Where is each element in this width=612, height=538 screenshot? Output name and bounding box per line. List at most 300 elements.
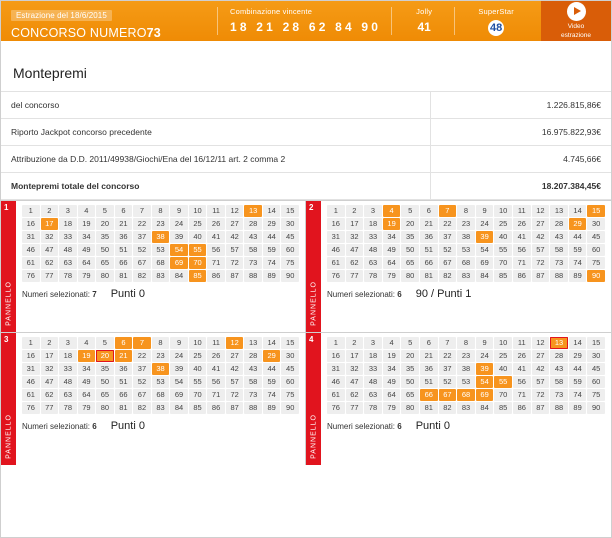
number-cell[interactable]: 75 bbox=[587, 389, 605, 401]
number-cell[interactable]: 81 bbox=[115, 402, 133, 414]
number-cell[interactable]: 60 bbox=[281, 376, 299, 388]
number-cell[interactable]: 51 bbox=[420, 376, 438, 388]
number-cell[interactable]: 82 bbox=[439, 270, 457, 282]
number-cell[interactable]: 35 bbox=[96, 231, 114, 243]
number-cell[interactable]: 11 bbox=[207, 205, 225, 217]
number-cell[interactable]: 73 bbox=[550, 257, 568, 269]
number-cell[interactable]: 69 bbox=[476, 389, 494, 401]
number-cell[interactable]: 86 bbox=[207, 402, 225, 414]
number-cell[interactable]: 21 bbox=[420, 350, 438, 362]
number-cell[interactable]: 50 bbox=[401, 244, 419, 256]
number-cell[interactable]: 33 bbox=[364, 231, 382, 243]
number-cell[interactable]: 38 bbox=[152, 231, 170, 243]
number-cell[interactable]: 5 bbox=[96, 205, 114, 217]
number-cell[interactable]: 42 bbox=[532, 363, 550, 375]
number-cell[interactable]: 89 bbox=[569, 402, 587, 414]
number-cell[interactable]: 74 bbox=[569, 389, 587, 401]
number-cell[interactable]: 40 bbox=[494, 231, 512, 243]
number-cell[interactable]: 87 bbox=[532, 270, 550, 282]
number-cell[interactable]: 22 bbox=[133, 218, 151, 230]
number-cell[interactable]: 24 bbox=[476, 218, 494, 230]
number-cell[interactable]: 5 bbox=[96, 337, 114, 349]
number-cell[interactable]: 25 bbox=[189, 350, 207, 362]
number-cell[interactable]: 88 bbox=[550, 270, 568, 282]
number-cell[interactable]: 58 bbox=[550, 244, 568, 256]
number-cell[interactable]: 4 bbox=[383, 205, 401, 217]
number-cell[interactable]: 72 bbox=[532, 257, 550, 269]
number-cell[interactable]: 32 bbox=[346, 363, 364, 375]
number-cell[interactable]: 23 bbox=[152, 350, 170, 362]
number-cell[interactable]: 13 bbox=[550, 205, 568, 217]
number-cell[interactable]: 29 bbox=[263, 218, 281, 230]
number-cell[interactable]: 12 bbox=[226, 205, 244, 217]
number-cell[interactable]: 39 bbox=[170, 363, 188, 375]
number-cell[interactable]: 31 bbox=[22, 363, 40, 375]
number-cell[interactable]: 17 bbox=[41, 218, 59, 230]
number-cell[interactable]: 68 bbox=[457, 257, 475, 269]
number-cell[interactable]: 28 bbox=[550, 350, 568, 362]
number-cell[interactable]: 8 bbox=[152, 337, 170, 349]
number-cell[interactable]: 54 bbox=[476, 376, 494, 388]
number-cell[interactable]: 74 bbox=[263, 389, 281, 401]
number-cell[interactable]: 17 bbox=[346, 350, 364, 362]
number-cell[interactable]: 2 bbox=[41, 205, 59, 217]
number-cell[interactable]: 26 bbox=[207, 350, 225, 362]
number-cell[interactable]: 46 bbox=[22, 244, 40, 256]
number-cell[interactable]: 88 bbox=[244, 270, 262, 282]
number-cell[interactable]: 27 bbox=[226, 350, 244, 362]
number-cell[interactable]: 56 bbox=[207, 244, 225, 256]
number-cell[interactable]: 35 bbox=[96, 363, 114, 375]
number-cell[interactable]: 42 bbox=[532, 231, 550, 243]
number-cell[interactable]: 78 bbox=[59, 270, 77, 282]
number-cell[interactable]: 54 bbox=[476, 244, 494, 256]
number-cell[interactable]: 20 bbox=[401, 218, 419, 230]
number-cell[interactable]: 89 bbox=[263, 270, 281, 282]
number-cell[interactable]: 77 bbox=[41, 270, 59, 282]
number-cell[interactable]: 58 bbox=[244, 376, 262, 388]
number-cell[interactable]: 80 bbox=[401, 402, 419, 414]
number-cell[interactable]: 61 bbox=[22, 257, 40, 269]
number-cell[interactable]: 6 bbox=[115, 205, 133, 217]
number-cell[interactable]: 64 bbox=[383, 257, 401, 269]
number-cell[interactable]: 28 bbox=[244, 218, 262, 230]
number-cell[interactable]: 33 bbox=[364, 363, 382, 375]
number-cell[interactable]: 24 bbox=[170, 350, 188, 362]
number-cell[interactable]: 34 bbox=[383, 231, 401, 243]
number-cell[interactable]: 44 bbox=[569, 231, 587, 243]
number-cell[interactable]: 8 bbox=[152, 205, 170, 217]
number-cell[interactable]: 48 bbox=[364, 244, 382, 256]
number-cell[interactable]: 53 bbox=[152, 376, 170, 388]
number-cell[interactable]: 43 bbox=[244, 363, 262, 375]
number-cell[interactable]: 52 bbox=[133, 376, 151, 388]
number-cell[interactable]: 19 bbox=[383, 218, 401, 230]
number-cell[interactable]: 32 bbox=[41, 363, 59, 375]
number-cell[interactable]: 87 bbox=[226, 270, 244, 282]
number-cell[interactable]: 27 bbox=[226, 218, 244, 230]
number-cell[interactable]: 86 bbox=[207, 270, 225, 282]
number-cell[interactable]: 73 bbox=[244, 257, 262, 269]
number-cell[interactable]: 32 bbox=[346, 231, 364, 243]
number-cell[interactable]: 78 bbox=[59, 402, 77, 414]
number-cell[interactable]: 84 bbox=[170, 402, 188, 414]
number-cell[interactable]: 31 bbox=[327, 231, 345, 243]
number-cell[interactable]: 34 bbox=[78, 363, 96, 375]
number-cell[interactable]: 56 bbox=[513, 376, 531, 388]
number-cell[interactable]: 36 bbox=[115, 363, 133, 375]
number-cell[interactable]: 24 bbox=[476, 350, 494, 362]
number-cell[interactable]: 5 bbox=[401, 337, 419, 349]
number-cell[interactable]: 79 bbox=[78, 270, 96, 282]
number-cell[interactable]: 16 bbox=[327, 350, 345, 362]
number-cell[interactable]: 21 bbox=[115, 350, 133, 362]
number-cell[interactable]: 59 bbox=[263, 244, 281, 256]
number-cell[interactable]: 77 bbox=[346, 270, 364, 282]
number-cell[interactable]: 2 bbox=[41, 337, 59, 349]
number-cell[interactable]: 72 bbox=[532, 389, 550, 401]
number-cell[interactable]: 49 bbox=[78, 244, 96, 256]
number-cell[interactable]: 34 bbox=[383, 363, 401, 375]
number-cell[interactable]: 67 bbox=[133, 257, 151, 269]
number-cell[interactable]: 63 bbox=[364, 257, 382, 269]
number-cell[interactable]: 2 bbox=[346, 337, 364, 349]
number-cell[interactable]: 76 bbox=[327, 270, 345, 282]
number-cell[interactable]: 68 bbox=[152, 389, 170, 401]
number-cell[interactable]: 16 bbox=[22, 350, 40, 362]
number-cell[interactable]: 29 bbox=[569, 350, 587, 362]
number-cell[interactable]: 60 bbox=[587, 376, 605, 388]
number-cell[interactable]: 14 bbox=[569, 337, 587, 349]
number-cell[interactable]: 41 bbox=[513, 363, 531, 375]
number-cell[interactable]: 67 bbox=[439, 257, 457, 269]
number-cell[interactable]: 66 bbox=[115, 389, 133, 401]
number-cell[interactable]: 18 bbox=[59, 218, 77, 230]
number-cell[interactable]: 69 bbox=[476, 257, 494, 269]
number-cell[interactable]: 65 bbox=[401, 257, 419, 269]
number-cell[interactable]: 38 bbox=[457, 231, 475, 243]
number-cell[interactable]: 50 bbox=[401, 376, 419, 388]
number-cell[interactable]: 47 bbox=[346, 376, 364, 388]
number-cell[interactable]: 75 bbox=[587, 257, 605, 269]
number-cell[interactable]: 47 bbox=[41, 376, 59, 388]
number-cell[interactable]: 34 bbox=[78, 231, 96, 243]
number-cell[interactable]: 4 bbox=[78, 205, 96, 217]
number-cell[interactable]: 30 bbox=[281, 218, 299, 230]
number-cell[interactable]: 69 bbox=[170, 257, 188, 269]
number-cell[interactable]: 70 bbox=[189, 257, 207, 269]
number-cell[interactable]: 43 bbox=[550, 363, 568, 375]
number-cell[interactable]: 64 bbox=[78, 257, 96, 269]
number-cell[interactable]: 23 bbox=[457, 218, 475, 230]
number-cell[interactable]: 71 bbox=[207, 389, 225, 401]
number-cell[interactable]: 49 bbox=[383, 376, 401, 388]
number-cell[interactable]: 42 bbox=[226, 231, 244, 243]
number-cell[interactable]: 81 bbox=[115, 270, 133, 282]
number-cell[interactable]: 48 bbox=[59, 244, 77, 256]
number-cell[interactable]: 36 bbox=[420, 231, 438, 243]
number-cell[interactable]: 55 bbox=[494, 376, 512, 388]
number-cell[interactable]: 84 bbox=[476, 402, 494, 414]
number-cell[interactable]: 37 bbox=[133, 363, 151, 375]
number-cell[interactable]: 88 bbox=[244, 402, 262, 414]
number-cell[interactable]: 37 bbox=[439, 363, 457, 375]
number-cell[interactable]: 64 bbox=[78, 389, 96, 401]
number-cell[interactable]: 59 bbox=[263, 376, 281, 388]
number-cell[interactable]: 14 bbox=[569, 205, 587, 217]
number-cell[interactable]: 85 bbox=[494, 402, 512, 414]
number-cell[interactable]: 1 bbox=[22, 205, 40, 217]
number-cell[interactable]: 18 bbox=[59, 350, 77, 362]
number-cell[interactable]: 90 bbox=[281, 402, 299, 414]
number-cell[interactable]: 37 bbox=[133, 231, 151, 243]
number-cell[interactable]: 30 bbox=[281, 350, 299, 362]
number-cell[interactable]: 69 bbox=[170, 389, 188, 401]
number-cell[interactable]: 45 bbox=[587, 231, 605, 243]
number-cell[interactable]: 15 bbox=[281, 337, 299, 349]
number-cell[interactable]: 82 bbox=[133, 270, 151, 282]
number-cell[interactable]: 22 bbox=[439, 350, 457, 362]
number-cell[interactable]: 56 bbox=[207, 376, 225, 388]
number-cell[interactable]: 74 bbox=[569, 257, 587, 269]
number-cell[interactable]: 73 bbox=[244, 389, 262, 401]
number-cell[interactable]: 18 bbox=[364, 350, 382, 362]
number-cell[interactable]: 56 bbox=[513, 244, 531, 256]
number-cell[interactable]: 31 bbox=[327, 363, 345, 375]
number-cell[interactable]: 35 bbox=[401, 231, 419, 243]
number-cell[interactable]: 21 bbox=[115, 218, 133, 230]
number-cell[interactable]: 25 bbox=[494, 218, 512, 230]
number-cell[interactable]: 44 bbox=[569, 363, 587, 375]
number-cell[interactable]: 76 bbox=[22, 270, 40, 282]
number-cell[interactable]: 22 bbox=[439, 218, 457, 230]
number-cell[interactable]: 49 bbox=[78, 376, 96, 388]
number-cell[interactable]: 63 bbox=[59, 389, 77, 401]
number-cell[interactable]: 4 bbox=[78, 337, 96, 349]
number-cell[interactable]: 54 bbox=[170, 376, 188, 388]
number-cell[interactable]: 7 bbox=[133, 205, 151, 217]
number-cell[interactable]: 83 bbox=[152, 402, 170, 414]
number-cell[interactable]: 60 bbox=[587, 244, 605, 256]
number-cell[interactable]: 86 bbox=[513, 270, 531, 282]
number-cell[interactable]: 89 bbox=[263, 402, 281, 414]
number-cell[interactable]: 61 bbox=[327, 257, 345, 269]
number-cell[interactable]: 4 bbox=[383, 337, 401, 349]
number-cell[interactable]: 52 bbox=[439, 244, 457, 256]
number-cell[interactable]: 79 bbox=[383, 402, 401, 414]
number-cell[interactable]: 12 bbox=[532, 337, 550, 349]
number-cell[interactable]: 36 bbox=[115, 231, 133, 243]
number-cell[interactable]: 50 bbox=[96, 244, 114, 256]
number-cell[interactable]: 20 bbox=[401, 350, 419, 362]
number-cell[interactable]: 83 bbox=[152, 270, 170, 282]
number-cell[interactable]: 45 bbox=[281, 231, 299, 243]
number-cell[interactable]: 52 bbox=[133, 244, 151, 256]
number-cell[interactable]: 52 bbox=[439, 376, 457, 388]
number-cell[interactable]: 26 bbox=[513, 350, 531, 362]
number-cell[interactable]: 35 bbox=[401, 363, 419, 375]
number-cell[interactable]: 70 bbox=[494, 257, 512, 269]
number-cell[interactable]: 47 bbox=[41, 244, 59, 256]
number-cell[interactable]: 45 bbox=[587, 363, 605, 375]
number-cell[interactable]: 12 bbox=[532, 205, 550, 217]
number-cell[interactable]: 46 bbox=[327, 376, 345, 388]
number-cell[interactable]: 25 bbox=[494, 350, 512, 362]
number-cell[interactable]: 51 bbox=[115, 376, 133, 388]
number-cell[interactable]: 26 bbox=[513, 218, 531, 230]
number-cell[interactable]: 2 bbox=[346, 205, 364, 217]
number-cell[interactable]: 10 bbox=[189, 337, 207, 349]
number-cell[interactable]: 11 bbox=[513, 205, 531, 217]
number-cell[interactable]: 13 bbox=[244, 337, 262, 349]
number-cell[interactable]: 16 bbox=[327, 218, 345, 230]
number-cell[interactable]: 8 bbox=[457, 337, 475, 349]
number-cell[interactable]: 25 bbox=[189, 218, 207, 230]
number-cell[interactable]: 76 bbox=[22, 402, 40, 414]
number-cell[interactable]: 41 bbox=[513, 231, 531, 243]
number-cell[interactable]: 85 bbox=[494, 270, 512, 282]
number-cell[interactable]: 87 bbox=[532, 402, 550, 414]
number-cell[interactable]: 66 bbox=[420, 257, 438, 269]
number-cell[interactable]: 1 bbox=[327, 337, 345, 349]
number-cell[interactable]: 84 bbox=[170, 270, 188, 282]
number-cell[interactable]: 65 bbox=[96, 389, 114, 401]
number-cell[interactable]: 70 bbox=[494, 389, 512, 401]
number-cell[interactable]: 36 bbox=[420, 363, 438, 375]
number-cell[interactable]: 66 bbox=[115, 257, 133, 269]
number-cell[interactable]: 12 bbox=[226, 337, 244, 349]
number-cell[interactable]: 39 bbox=[170, 231, 188, 243]
number-cell[interactable]: 3 bbox=[59, 337, 77, 349]
number-cell[interactable]: 10 bbox=[494, 337, 512, 349]
number-cell[interactable]: 8 bbox=[457, 205, 475, 217]
number-cell[interactable]: 77 bbox=[346, 402, 364, 414]
number-cell[interactable]: 62 bbox=[41, 389, 59, 401]
number-cell[interactable]: 46 bbox=[22, 376, 40, 388]
number-cell[interactable]: 51 bbox=[420, 244, 438, 256]
number-cell[interactable]: 47 bbox=[346, 244, 364, 256]
number-cell[interactable]: 61 bbox=[327, 389, 345, 401]
number-cell[interactable]: 62 bbox=[41, 257, 59, 269]
number-cell[interactable]: 77 bbox=[41, 402, 59, 414]
number-cell[interactable]: 43 bbox=[550, 231, 568, 243]
number-cell[interactable]: 66 bbox=[420, 389, 438, 401]
number-cell[interactable]: 81 bbox=[420, 402, 438, 414]
number-cell[interactable]: 80 bbox=[96, 270, 114, 282]
number-cell[interactable]: 31 bbox=[22, 231, 40, 243]
number-cell[interactable]: 16 bbox=[22, 218, 40, 230]
number-cell[interactable]: 45 bbox=[281, 363, 299, 375]
number-cell[interactable]: 64 bbox=[383, 389, 401, 401]
number-cell[interactable]: 68 bbox=[152, 257, 170, 269]
number-cell[interactable]: 57 bbox=[532, 244, 550, 256]
number-cell[interactable]: 53 bbox=[457, 376, 475, 388]
number-cell[interactable]: 89 bbox=[569, 270, 587, 282]
number-cell[interactable]: 40 bbox=[189, 231, 207, 243]
number-cell[interactable]: 83 bbox=[457, 402, 475, 414]
number-cell[interactable]: 71 bbox=[513, 257, 531, 269]
number-cell[interactable]: 55 bbox=[494, 244, 512, 256]
number-cell[interactable]: 14 bbox=[263, 337, 281, 349]
number-cell[interactable]: 71 bbox=[207, 257, 225, 269]
number-cell[interactable]: 53 bbox=[152, 244, 170, 256]
number-cell[interactable]: 38 bbox=[457, 363, 475, 375]
number-cell[interactable]: 1 bbox=[327, 205, 345, 217]
number-cell[interactable]: 29 bbox=[569, 218, 587, 230]
number-cell[interactable]: 40 bbox=[494, 363, 512, 375]
number-cell[interactable]: 79 bbox=[78, 402, 96, 414]
number-cell[interactable]: 9 bbox=[476, 205, 494, 217]
number-cell[interactable]: 59 bbox=[569, 376, 587, 388]
number-cell[interactable]: 57 bbox=[226, 376, 244, 388]
number-cell[interactable]: 10 bbox=[494, 205, 512, 217]
number-cell[interactable]: 70 bbox=[189, 389, 207, 401]
number-cell[interactable]: 24 bbox=[170, 218, 188, 230]
number-cell[interactable]: 15 bbox=[587, 205, 605, 217]
video-extraction-button[interactable] bbox=[541, 1, 611, 41]
number-cell[interactable]: 81 bbox=[420, 270, 438, 282]
number-cell[interactable]: 9 bbox=[170, 205, 188, 217]
number-cell[interactable]: 33 bbox=[59, 363, 77, 375]
number-cell[interactable]: 54 bbox=[170, 244, 188, 256]
number-cell[interactable]: 5 bbox=[401, 205, 419, 217]
number-cell[interactable]: 41 bbox=[207, 363, 225, 375]
number-cell[interactable]: 55 bbox=[189, 244, 207, 256]
number-cell[interactable]: 55 bbox=[189, 376, 207, 388]
number-cell[interactable]: 90 bbox=[587, 270, 605, 282]
number-cell[interactable]: 59 bbox=[569, 244, 587, 256]
number-cell[interactable]: 62 bbox=[346, 257, 364, 269]
number-cell[interactable]: 26 bbox=[207, 218, 225, 230]
number-cell[interactable]: 65 bbox=[96, 257, 114, 269]
number-cell[interactable]: 30 bbox=[587, 350, 605, 362]
number-cell[interactable]: 63 bbox=[59, 257, 77, 269]
number-cell[interactable]: 19 bbox=[78, 350, 96, 362]
number-cell[interactable]: 75 bbox=[281, 257, 299, 269]
number-cell[interactable]: 23 bbox=[152, 218, 170, 230]
number-cell[interactable]: 61 bbox=[22, 389, 40, 401]
number-cell[interactable]: 75 bbox=[281, 389, 299, 401]
number-cell[interactable]: 62 bbox=[346, 389, 364, 401]
number-cell[interactable]: 30 bbox=[587, 218, 605, 230]
number-cell[interactable]: 84 bbox=[476, 270, 494, 282]
number-cell[interactable]: 27 bbox=[532, 350, 550, 362]
number-cell[interactable]: 1 bbox=[22, 337, 40, 349]
number-cell[interactable]: 90 bbox=[587, 402, 605, 414]
number-cell[interactable]: 58 bbox=[550, 376, 568, 388]
number-cell[interactable]: 9 bbox=[476, 337, 494, 349]
number-cell[interactable]: 72 bbox=[226, 257, 244, 269]
number-cell[interactable]: 15 bbox=[281, 205, 299, 217]
number-cell[interactable]: 53 bbox=[457, 244, 475, 256]
number-cell[interactable]: 86 bbox=[513, 402, 531, 414]
number-cell[interactable]: 7 bbox=[133, 337, 151, 349]
number-cell[interactable]: 57 bbox=[532, 376, 550, 388]
number-cell[interactable]: 28 bbox=[244, 350, 262, 362]
number-cell[interactable]: 88 bbox=[550, 402, 568, 414]
number-cell[interactable]: 11 bbox=[207, 337, 225, 349]
number-cell[interactable]: 83 bbox=[457, 270, 475, 282]
number-cell[interactable]: 27 bbox=[532, 218, 550, 230]
number-cell[interactable]: 82 bbox=[439, 402, 457, 414]
number-cell[interactable]: 60 bbox=[281, 244, 299, 256]
number-cell[interactable]: 51 bbox=[115, 244, 133, 256]
number-cell[interactable]: 50 bbox=[96, 376, 114, 388]
number-cell[interactable]: 3 bbox=[364, 337, 382, 349]
number-cell[interactable]: 37 bbox=[439, 231, 457, 243]
number-cell[interactable]: 42 bbox=[226, 363, 244, 375]
number-cell[interactable]: 10 bbox=[189, 205, 207, 217]
